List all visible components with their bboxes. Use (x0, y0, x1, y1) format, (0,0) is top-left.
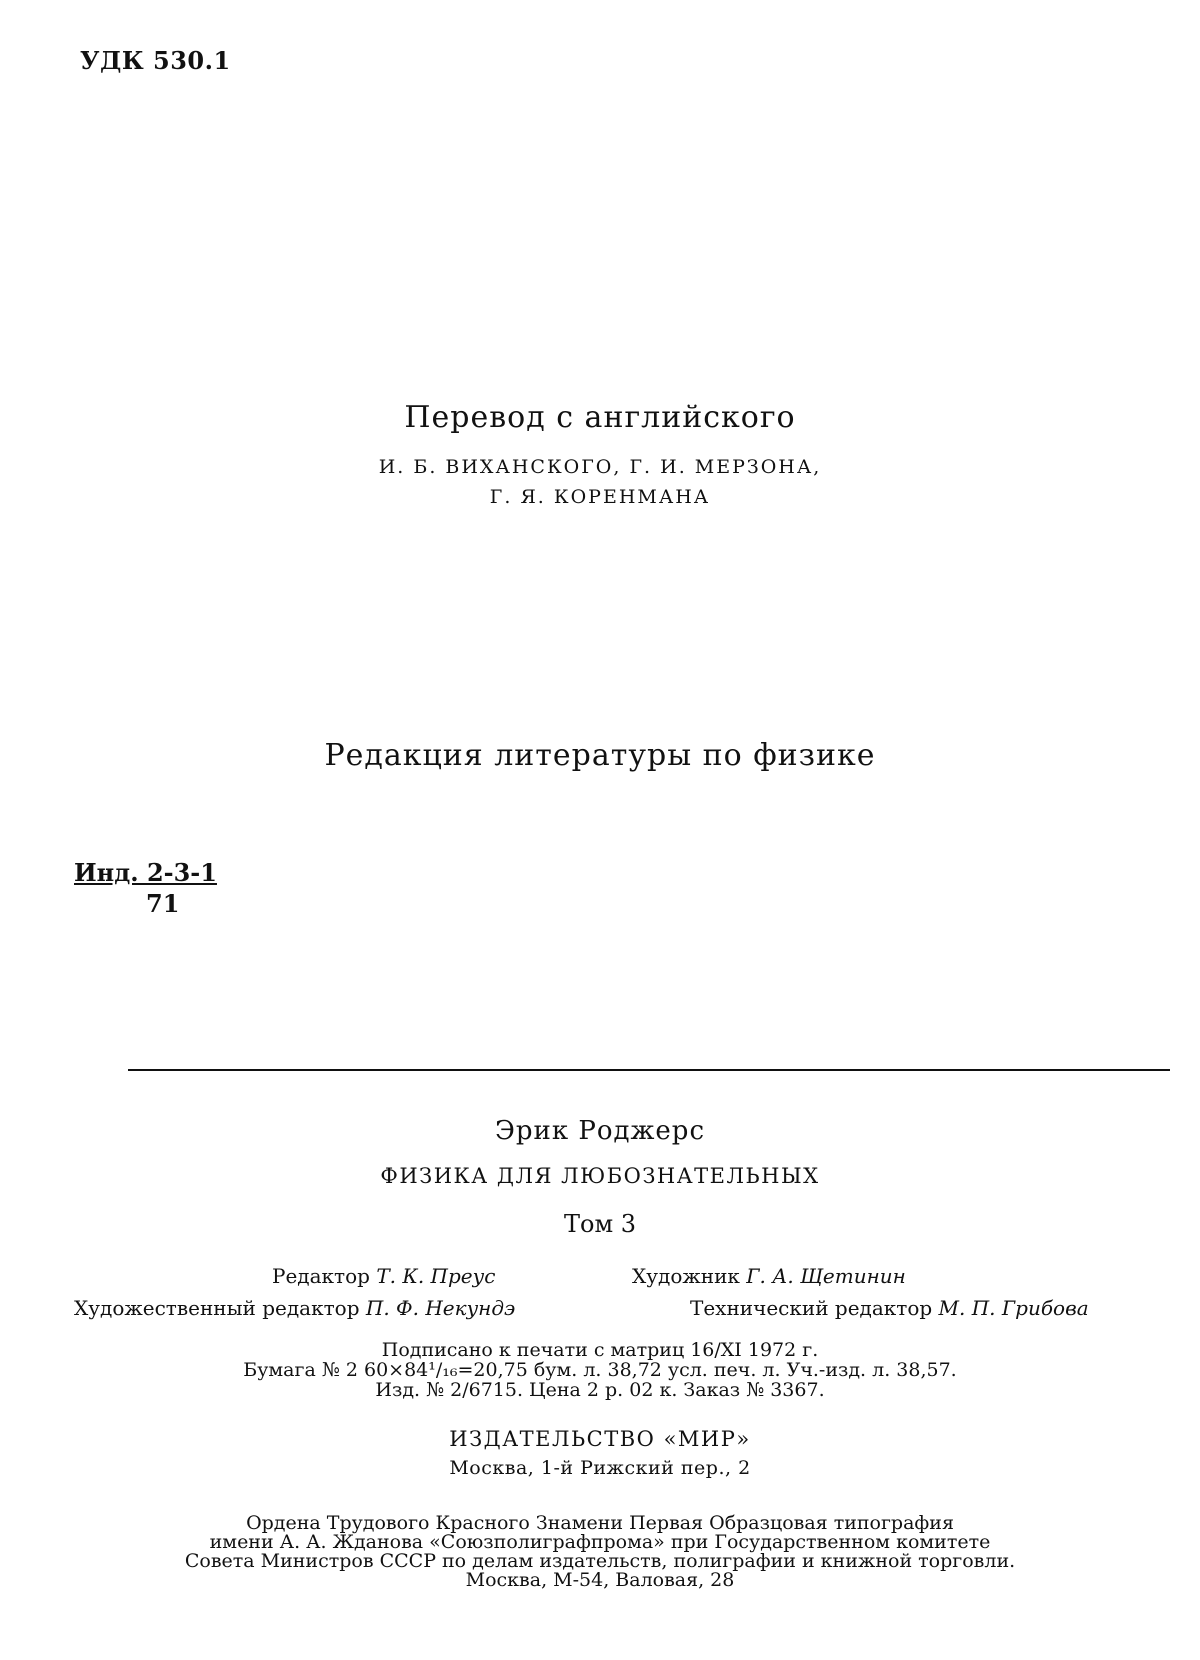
artist-name: Г. А. Щетинин (746, 1264, 906, 1288)
udk-code: УДК 530.1 (80, 46, 231, 75)
publisher-name: ИЗДАТЕЛЬСТВО «МИР» (449, 1427, 751, 1451)
book-volume: Том 3 (563, 1210, 637, 1238)
book-title: ФИЗИКА ДЛЯ ЛЮБОЗНАТЕЛЬНЫХ (380, 1164, 820, 1188)
typography-line: имени А. А. Жданова «Союзполиграфпрома» при Государственном комитете (209, 1531, 991, 1553)
artist-label: Художник (632, 1264, 740, 1288)
editor-name: Т. К. Преус (376, 1264, 496, 1288)
book-author: Эрик Роджерс (494, 1116, 706, 1146)
index-numerator: Инд. 2-3-1 (74, 858, 217, 887)
print-info-line: Изд. № 2/6715. Цена 2 р. 02 к. Заказ № 3367. (375, 1379, 825, 1401)
publisher-address: Москва, 1-й Рижский пер., 2 (449, 1457, 751, 1479)
index-denominator: 71 (146, 889, 180, 918)
index-code (74, 858, 232, 918)
typography-line: Москва, М-54, Валовая, 28 (465, 1569, 735, 1591)
translators-line-1: И. Б. ВИХАНСКОГО, Г. И. МЕРЗОНА, (378, 456, 822, 478)
credit-editor (272, 1264, 495, 1288)
art-editor-label: Художественный редактор (74, 1296, 360, 1320)
print-info-line: Бумага № 2 60×84¹/₁₆=20,75 бум. л. 38,72 усл. печ. л. Уч.-изд. л. 38,57. (243, 1359, 957, 1381)
credit-tech-editor (690, 1296, 1089, 1320)
credit-artist (632, 1264, 906, 1288)
separator-rule (128, 1069, 1170, 1071)
typography-line: Совета Министров СССР по делам издательств, полиграфии и книжной торговли. (184, 1550, 1016, 1572)
tech-editor-label: Технический редактор (690, 1296, 933, 1320)
edition-office: Редакция литературы по физике (324, 738, 876, 773)
credit-art-editor (74, 1296, 515, 1320)
print-info-line: Подписано к печати с матриц 16/XI 1972 г. (381, 1339, 819, 1361)
editor-label: Редактор (272, 1264, 370, 1288)
typography-line: Ордена Трудового Красного Знамени Первая Образцовая типография (246, 1512, 954, 1534)
tech-editor-name: М. П. Грибова (938, 1296, 1089, 1320)
translators-line-2: Г. Я. КОРЕНМАНА (489, 486, 711, 508)
art-editor-name: П. Ф. Некундэ (365, 1296, 516, 1320)
translation-heading: Перевод с английского (404, 400, 796, 435)
